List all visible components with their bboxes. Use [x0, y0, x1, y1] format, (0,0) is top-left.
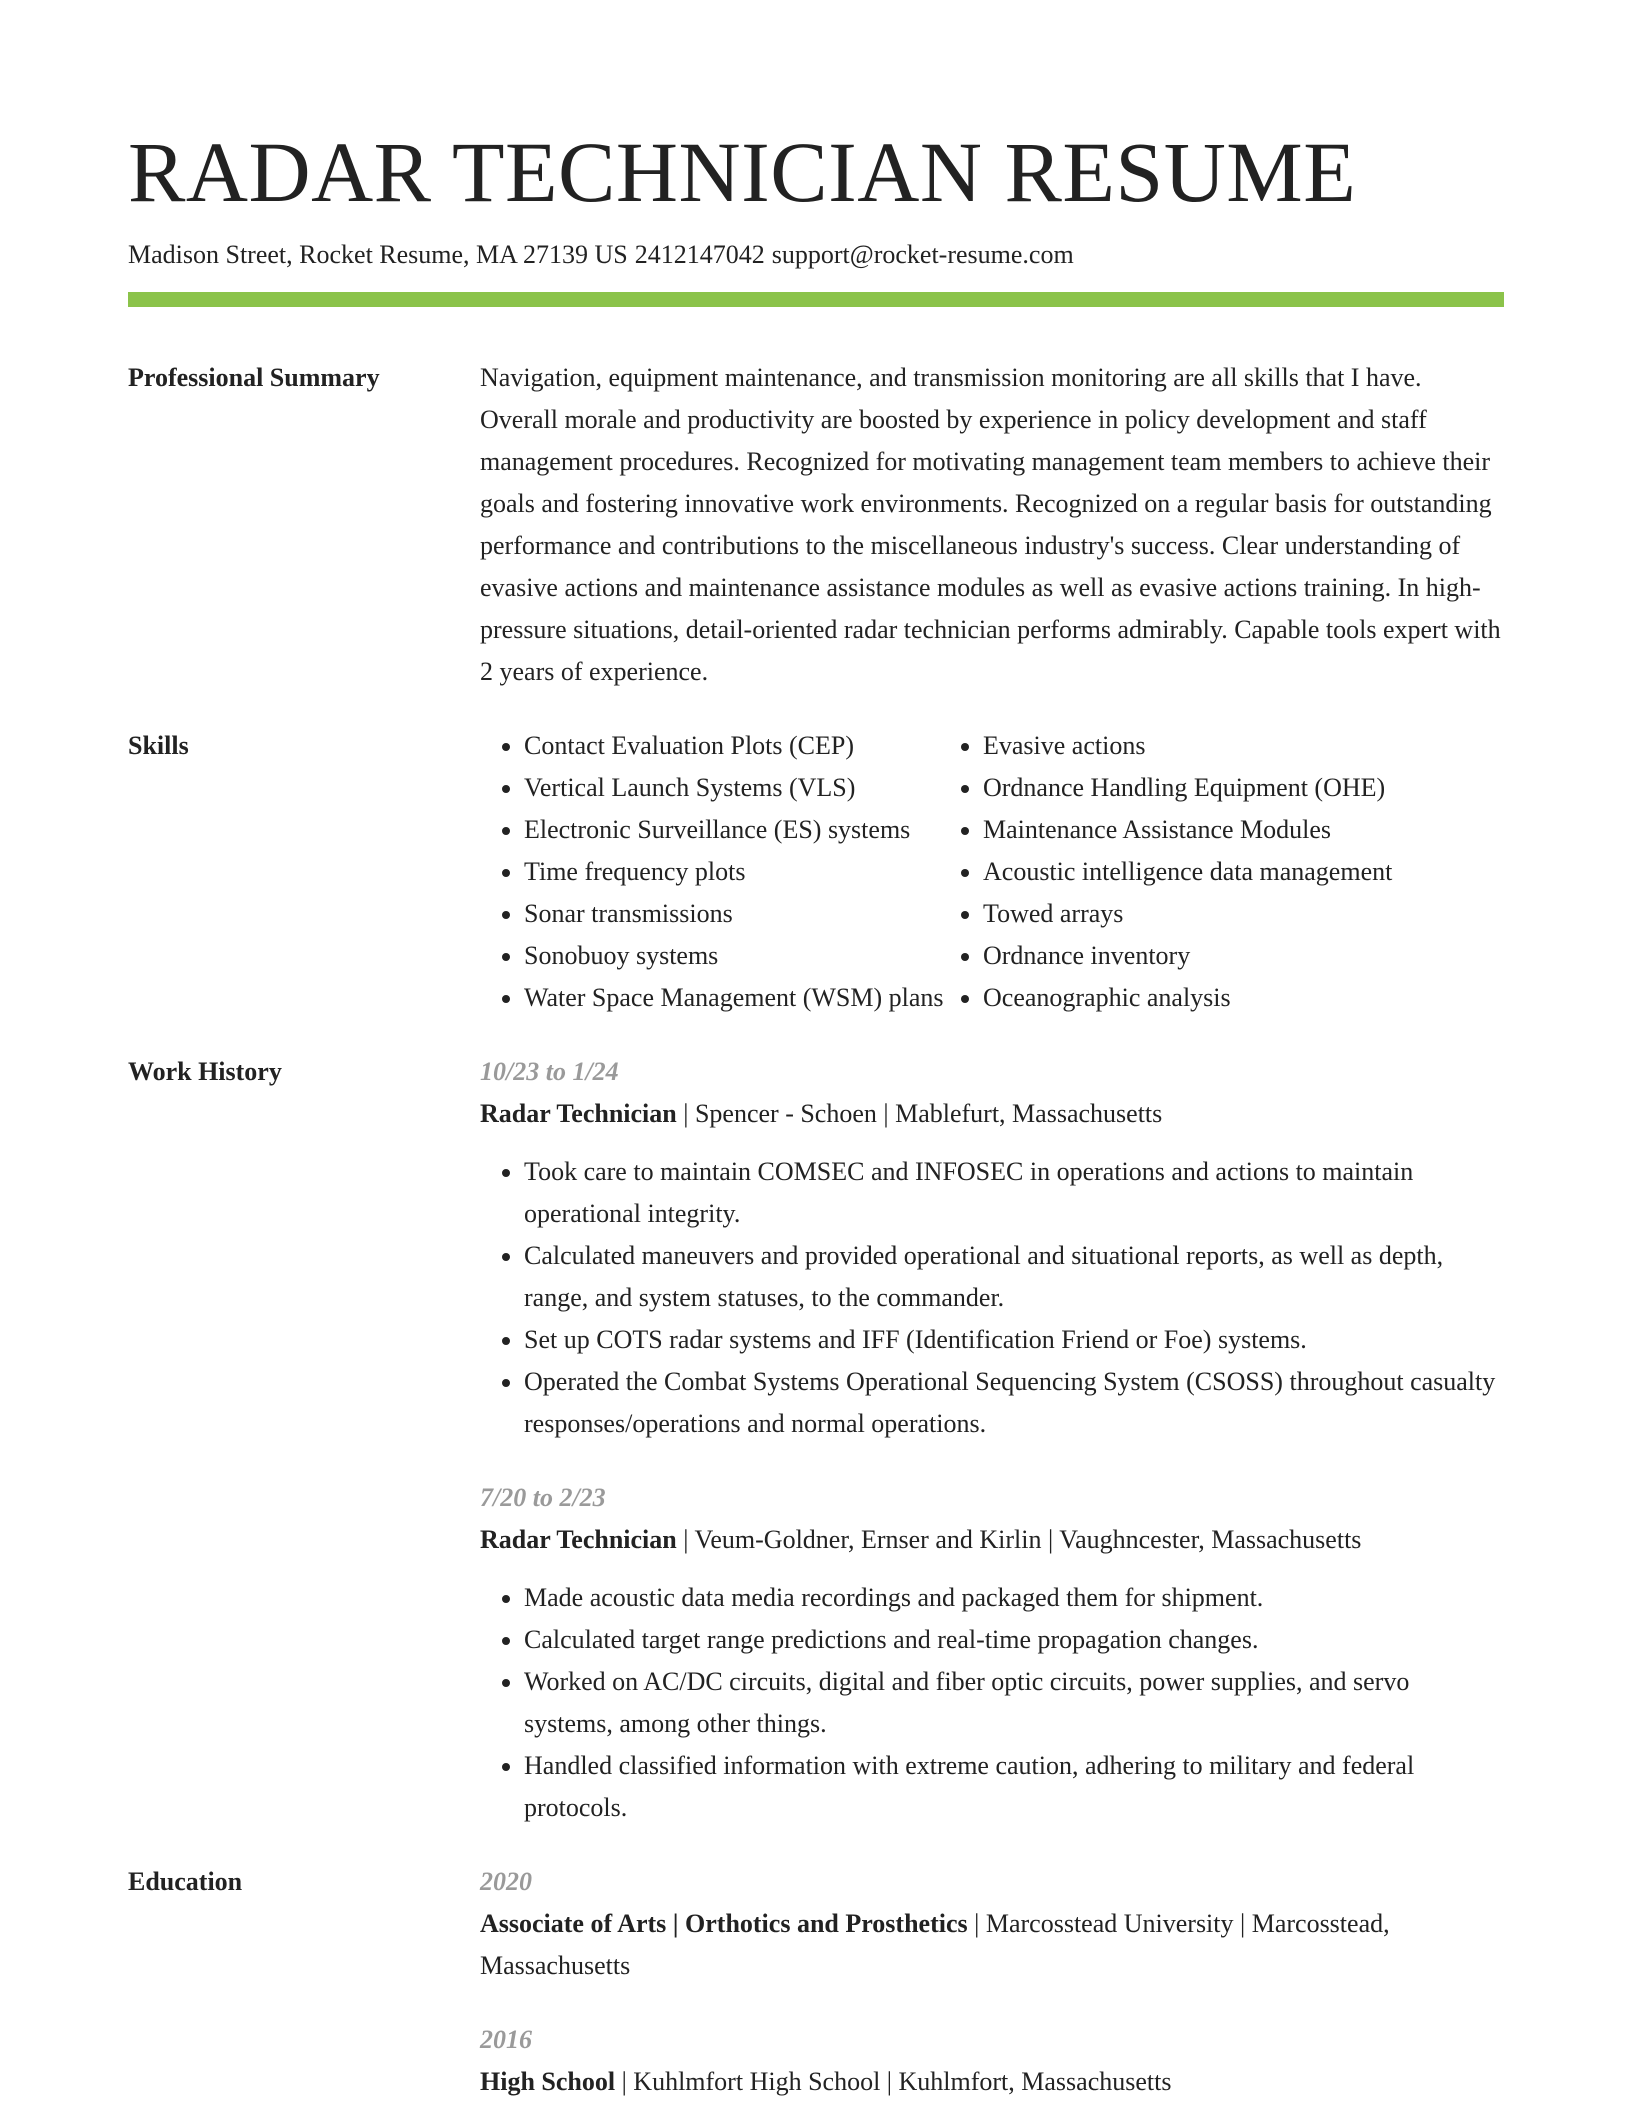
- education-year: 2016: [480, 2025, 532, 2054]
- skill-item: • Contact Evaluation Plots (CEP): [524, 725, 939, 767]
- education-school: | Kuhlmfort High School | Kuhlmfort, Massachusetts: [615, 2067, 1172, 2096]
- job-bullet: • Handled classified information with extreme caution, adhering to military and federal protocols.: [524, 1745, 1504, 1829]
- skills-column: [939, 725, 1504, 1019]
- contact-email: support@rocket-resume.com: [771, 240, 1074, 269]
- section-heading: Education: [128, 1867, 243, 1896]
- contact-phone: 2412147042: [634, 240, 765, 269]
- job-bullet: • Made acoustic data media recordings and packaged them for shipment.: [524, 1577, 1504, 1619]
- resume-page: [128, 116, 1504, 2103]
- summary-section: [128, 357, 1504, 693]
- skill-item: • Water Space Management (WSM) plans: [524, 977, 939, 1019]
- job-entry: [480, 1477, 1504, 1829]
- skills-section: [128, 725, 1504, 1019]
- section-heading: Skills: [128, 731, 189, 760]
- skill-item: • Sonar transmissions: [524, 893, 939, 935]
- skill-item: • Ordnance inventory: [983, 935, 1504, 977]
- header-divider: [128, 292, 1504, 307]
- skills-column: [480, 725, 944, 1019]
- education-section: [128, 1861, 1504, 2103]
- summary-text: Navigation, equipment maintenance, and transmission monitoring are all skills that I have. Overall morale and productivity are boosted by experience in policy development and staff management procedures. Recognized for motivating management team members to achieve their goals and fostering innovative work environments. Recognized on a regular basis for outstanding performance and contributions to the miscellaneous industry's success. Clear understanding of evasive actions and maintenance assistance modules as well as evasive actions training. In high-pressure situations, detail-oriented radar technician performs admirably. Capable tools expert with 2 years of experience.: [480, 363, 1501, 686]
- job-heading: [480, 1093, 1504, 1135]
- job-dates: 7/20 to 2/23: [480, 1483, 606, 1512]
- job-title: Radar Technician: [480, 1099, 677, 1128]
- education-degree: High School: [480, 2067, 616, 2096]
- skill-item: • Electronic Surveillance (ES) systems: [524, 809, 939, 851]
- job-bullet: • Set up COTS radar systems and IFF (Identification Friend or Foe) systems.: [524, 1319, 1504, 1361]
- education-heading: [480, 2061, 1504, 2103]
- skill-item: • Time frequency plots: [524, 851, 939, 893]
- skill-item: • Maintenance Assistance Modules: [983, 809, 1504, 851]
- job-employer: | Spencer - Schoen | Mablefurt, Massachusetts: [676, 1099, 1163, 1128]
- section-heading: Work History: [128, 1057, 282, 1086]
- contact-line: [128, 238, 1504, 272]
- contact-address: Madison Street, Rocket Resume, MA 27139 US: [128, 240, 628, 269]
- job-bullets: [480, 1151, 1504, 1445]
- education-school: | Marcosstead University | Marcosstead, Massachusetts: [480, 1909, 1390, 1980]
- education-year: 2020: [480, 1867, 532, 1896]
- skill-item: • Evasive actions: [983, 725, 1504, 767]
- job-bullet: • Worked on AC/DC circuits, digital and fiber optic circuits, power supplies, and servo systems, among other things.: [524, 1661, 1504, 1745]
- job-bullet: • Operated the Combat Systems Operational Sequencing System (CSOSS) throughout casualty responses/operations and normal operations.: [524, 1361, 1504, 1445]
- skill-item: • Sonobuoy systems: [524, 935, 939, 977]
- education-entry: [480, 2019, 1504, 2103]
- job-dates: 10/23 to 1/24: [480, 1057, 619, 1086]
- skills-grid: [480, 725, 1504, 1019]
- skill-item: • Vertical Launch Systems (VLS): [524, 767, 939, 809]
- work-history-section: [128, 1051, 1504, 1829]
- job-heading: [480, 1519, 1504, 1561]
- education-entry: [480, 1861, 1504, 1987]
- job-employer: | Veum-Goldner, Ernser and Kirlin | Vaughncester, Massachusetts: [676, 1525, 1362, 1554]
- job-title: Radar Technician: [480, 1525, 677, 1554]
- skill-item: • Oceanographic analysis: [983, 977, 1504, 1019]
- job-bullets: [480, 1577, 1504, 1829]
- skill-item: • Towed arrays: [983, 893, 1504, 935]
- section-heading: Professional Summary: [128, 363, 380, 392]
- job-entry: [480, 1051, 1504, 1445]
- job-bullet: • Calculated target range predictions and real-time propagation changes.: [524, 1619, 1504, 1661]
- skill-item: • Ordnance Handling Equipment (OHE): [983, 767, 1504, 809]
- skill-item: • Acoustic intelligence data management: [983, 851, 1504, 893]
- education-heading: [480, 1903, 1504, 1987]
- job-bullet: • Took care to maintain COMSEC and INFOSEC in operations and actions to maintain operational integrity.: [524, 1151, 1504, 1235]
- job-bullet: • Calculated maneuvers and provided operational and situational reports, as well as depth, range, and system statuses, to the commander.: [524, 1235, 1504, 1319]
- education-degree: Associate of Arts | Orthotics and Prosthetics: [480, 1909, 968, 1938]
- resume-title: RADAR TECHNICIAN RESUME: [128, 124, 1357, 220]
